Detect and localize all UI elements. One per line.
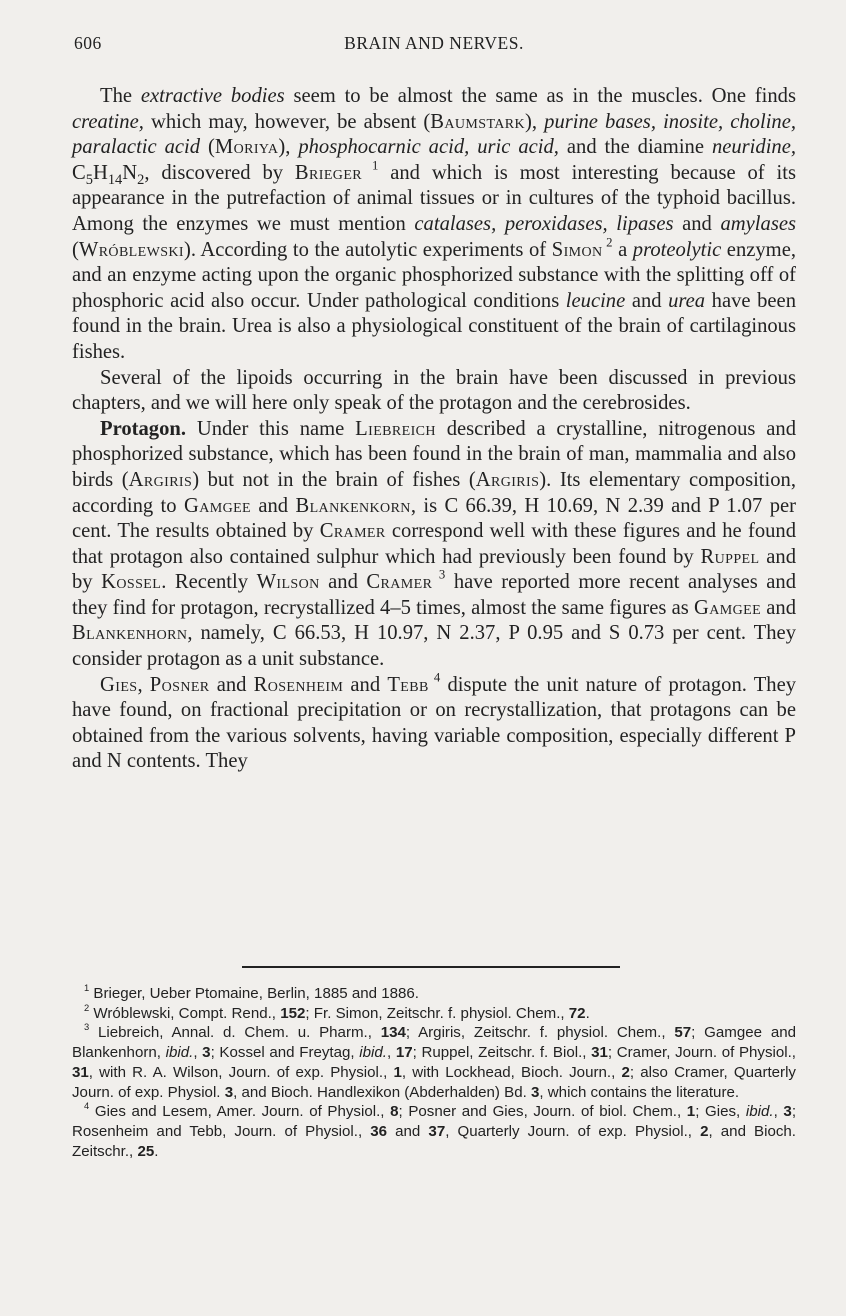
text-run: purine bases, inosite, choline, paralactic acid bbox=[72, 110, 797, 159]
text-run: Gies bbox=[100, 673, 138, 696]
text-run: ; Kossel and Freytag, bbox=[210, 1044, 360, 1062]
text-run: ibid. bbox=[745, 1103, 774, 1121]
text-run: , bbox=[137, 673, 150, 696]
text-run: ; Argiris, Zeitschr. f. physiol. Chem., bbox=[405, 1024, 675, 1042]
text-run: Wróblewski, Compt. Rend., bbox=[89, 1004, 281, 1022]
text-run: , and Bioch. Zeitschr., bbox=[72, 1122, 796, 1160]
body-text bbox=[72, 84, 796, 775]
text-run: ) but not in the brain of fishes ( bbox=[192, 468, 476, 491]
text-run: 1 bbox=[393, 1063, 402, 1081]
text-run: Cramer bbox=[366, 571, 433, 594]
text-run: , and Bioch. Handlexikon (Abderhalden) Bd. bbox=[233, 1083, 531, 1101]
text-run: 3 bbox=[783, 1103, 792, 1121]
text-run: extractive bodies bbox=[140, 85, 285, 107]
text-run: 57 bbox=[674, 1024, 692, 1042]
text-run: 2 bbox=[602, 234, 613, 249]
text-run: Rosenheim bbox=[253, 673, 344, 696]
text-run: ( bbox=[200, 136, 215, 159]
text-run: ; Cramer, Journ. of Physiol., bbox=[607, 1044, 796, 1062]
footnote bbox=[72, 984, 796, 1004]
text-run: ; Gies, bbox=[695, 1103, 746, 1121]
text-run: Wilson bbox=[256, 571, 320, 594]
text-run: and by bbox=[72, 545, 796, 594]
text-run: and bbox=[761, 596, 796, 619]
text-run: 1 bbox=[84, 982, 90, 993]
text-run: , with Lockhead, Bioch. Journ., bbox=[401, 1063, 622, 1081]
text-run: 3 bbox=[84, 1022, 90, 1033]
text-run: and bbox=[343, 673, 388, 696]
text-run: correspond well with these figures and he found that protagon also contained sulphur which had previously been found by bbox=[72, 520, 797, 568]
text-run: dispute the unit nature of protagon. They have found, on fractional precipitation or on recrystallization, that protagons can be obtained from the various solvents, having variable composition, especially different P and N contents. They bbox=[72, 673, 797, 773]
text-run: 3 bbox=[202, 1044, 211, 1062]
text-run: 37 bbox=[428, 1122, 446, 1140]
text-run: , discovered by bbox=[144, 161, 295, 184]
footnote-divider bbox=[242, 966, 620, 968]
text-run: 8 bbox=[390, 1103, 399, 1121]
text-run: Gamgee bbox=[693, 596, 762, 619]
text-run: Protagon. bbox=[100, 417, 186, 440]
text-run: ibid. bbox=[165, 1044, 194, 1062]
text-run: . Recently bbox=[161, 571, 257, 594]
text-run: Under this name bbox=[186, 417, 356, 440]
text-run: ; Gamgee and Blankenhorn, bbox=[72, 1024, 797, 1062]
running-title: BRAIN AND NERVES. bbox=[344, 33, 524, 53]
paragraph bbox=[72, 417, 796, 673]
text-run: 152 bbox=[280, 1004, 306, 1022]
text-run: Gamgee bbox=[183, 494, 251, 517]
text-run: Moriya bbox=[214, 136, 279, 159]
footnote bbox=[72, 1102, 796, 1161]
text-run: and bbox=[387, 1122, 429, 1140]
text-run: neuridine, bbox=[711, 136, 797, 159]
text-run: Brieger bbox=[294, 161, 363, 184]
text-run: and the diamine bbox=[558, 136, 712, 159]
text-run: and bbox=[251, 494, 296, 517]
text-run: and bbox=[319, 571, 367, 594]
text-run: Liebreich bbox=[355, 417, 436, 440]
text-run: ). According to the autolytic experiments of bbox=[183, 238, 552, 261]
text-run: 3 bbox=[432, 567, 446, 582]
text-run: 2 bbox=[84, 1002, 90, 1013]
text-run: urea bbox=[668, 289, 706, 312]
text-run: , bbox=[193, 1044, 203, 1062]
text-run: and bbox=[673, 212, 721, 235]
text-run: have been found in the brain. Urea is also a physiological constituent of the brain of cartilaginous fishes. bbox=[72, 289, 796, 363]
text-run: , bbox=[773, 1103, 784, 1121]
text-run: Simon bbox=[551, 238, 603, 261]
text-run: N bbox=[122, 161, 138, 184]
text-run: C bbox=[72, 161, 86, 184]
text-run: which may, however, be absent ( bbox=[143, 110, 431, 133]
text-run: 2 bbox=[700, 1122, 709, 1140]
text-run: Argiris bbox=[128, 468, 193, 491]
text-run: 3 bbox=[224, 1083, 234, 1101]
text-run: Posner bbox=[149, 673, 210, 696]
paragraph bbox=[72, 670, 797, 775]
text-run: Wróblewski bbox=[78, 238, 184, 261]
text-run: amylases bbox=[720, 212, 796, 235]
text-run: Argiris bbox=[475, 468, 540, 491]
running-header bbox=[74, 33, 794, 57]
text-run: creatine, bbox=[72, 110, 144, 133]
text-run: and bbox=[625, 289, 669, 312]
text-run: , Quarterly Journ. of exp. Physiol., bbox=[445, 1122, 701, 1140]
text-run: , bbox=[386, 1044, 396, 1062]
text-run: seem to be almost the same as in the muscles. One finds bbox=[284, 85, 796, 107]
text-run: 25 bbox=[137, 1142, 155, 1160]
text-run: 17 bbox=[395, 1044, 413, 1062]
text-run: 14 bbox=[107, 171, 123, 188]
text-run: Blankenkorn bbox=[295, 494, 411, 517]
text-run: enzyme, and an enzyme acting upon the organic phosphorized substance with the splitting off of phosphoric acid also occur. Under pathological conditions bbox=[72, 238, 796, 312]
text-run: phosphocarnic acid, uric acid, bbox=[298, 136, 559, 159]
text-run: Brieger, Ueber Ptomaine, Berlin, 1885 and 1886. bbox=[89, 985, 419, 1002]
text-run: The bbox=[100, 85, 141, 107]
text-run: leucine bbox=[565, 289, 626, 312]
text-run: proteolytic bbox=[632, 238, 722, 261]
text-run: Gies and Lesem, Amer. Journ. of Physiol., bbox=[89, 1103, 391, 1121]
text-run: 1 bbox=[362, 158, 379, 173]
text-run: H bbox=[92, 161, 108, 184]
paragraph bbox=[72, 84, 796, 366]
footnotes bbox=[72, 984, 796, 1161]
text-run: Blankenhorn bbox=[72, 622, 188, 645]
text-run: ), bbox=[525, 110, 545, 133]
text-run: Ruppel bbox=[700, 545, 760, 568]
text-run: ; Ruppel, Zeitschr. f. Biol., bbox=[412, 1044, 592, 1062]
text-run: ; Fr. Simon, Zeitschr. f. physiol. Chem., bbox=[305, 1004, 569, 1022]
text-run: Liebreich, Annal. d. Chem. u. Pharm., bbox=[89, 1024, 381, 1042]
paragraph bbox=[72, 366, 796, 417]
text-run: described a crystalline, nitrogenous and phosphorized substance, which has been found in the brain of man, mammalia and also birds ( bbox=[72, 417, 796, 491]
text-run: 2 bbox=[621, 1063, 630, 1081]
text-run: ; also Cramer, Quarterly Journ. of exp. Physiol. bbox=[72, 1063, 796, 1101]
text-run: . bbox=[585, 1004, 590, 1022]
text-run: Tebb bbox=[387, 673, 429, 696]
text-run: ( bbox=[72, 238, 79, 261]
text-run: have reported more recent analyses and they find for protagon, recrystallized 4–5 times, almost the same figures as bbox=[72, 571, 797, 619]
text-run: 5 bbox=[85, 171, 93, 188]
text-run: and bbox=[209, 673, 254, 696]
text-run: catalases, peroxidases, lipases bbox=[414, 212, 674, 235]
text-run: ; Rosenheim and Tebb, Journ. of Physiol., bbox=[72, 1103, 797, 1140]
text-run: ibid. bbox=[359, 1044, 387, 1062]
text-run: ; Posner and Gies, Journ. of biol. Chem., bbox=[398, 1103, 687, 1121]
text-run: 4 bbox=[84, 1101, 90, 1112]
text-run: Baumstark bbox=[430, 110, 526, 133]
text-run: 31 bbox=[72, 1063, 89, 1081]
text-run: ). Its elementary composition, according to bbox=[72, 468, 796, 517]
text-run: 1 bbox=[686, 1103, 696, 1121]
footnote bbox=[72, 1023, 796, 1102]
text-run: 4 bbox=[428, 670, 441, 685]
page-number: 606 bbox=[74, 33, 102, 53]
text-run: ), bbox=[278, 136, 299, 159]
text-run: Kossel bbox=[101, 571, 162, 594]
footnote bbox=[72, 1004, 796, 1024]
text-run: 2 bbox=[137, 171, 145, 188]
text-run: , with R. A. Wilson, Journ. of exp. Physiol., bbox=[88, 1063, 394, 1081]
text-run: , is C 66.39, H 10.69, N 2.39 and P 1.07 per cent. The results obtained by bbox=[72, 494, 796, 543]
text-run: 36 bbox=[370, 1122, 388, 1140]
text-run: 72 bbox=[568, 1004, 586, 1022]
text-run: 3 bbox=[530, 1083, 540, 1101]
text-run: Several of the lipoids occurring in the brain have been discussed in previous chapters, and we will here only speak of the protagon and the cerebrosides. bbox=[72, 366, 796, 415]
text-run: . bbox=[154, 1142, 159, 1160]
text-run: , which contains the literature. bbox=[539, 1083, 740, 1101]
text-run: and which is most interesting because of its appearance in the putrefaction of animal tissues or in cultures of the typhoid bacillus. Among the enzymes we must mention bbox=[72, 161, 797, 235]
text-run: Cramer bbox=[319, 520, 386, 543]
text-run: 31 bbox=[591, 1044, 608, 1062]
text-run: a bbox=[612, 238, 633, 261]
text-run: 134 bbox=[380, 1024, 406, 1042]
text-run: , namely, C 66.53, H 10.97, N 2.37, P 0.95 and S 0.73 per cent. They consider protagon as a unit substance. bbox=[72, 622, 796, 671]
